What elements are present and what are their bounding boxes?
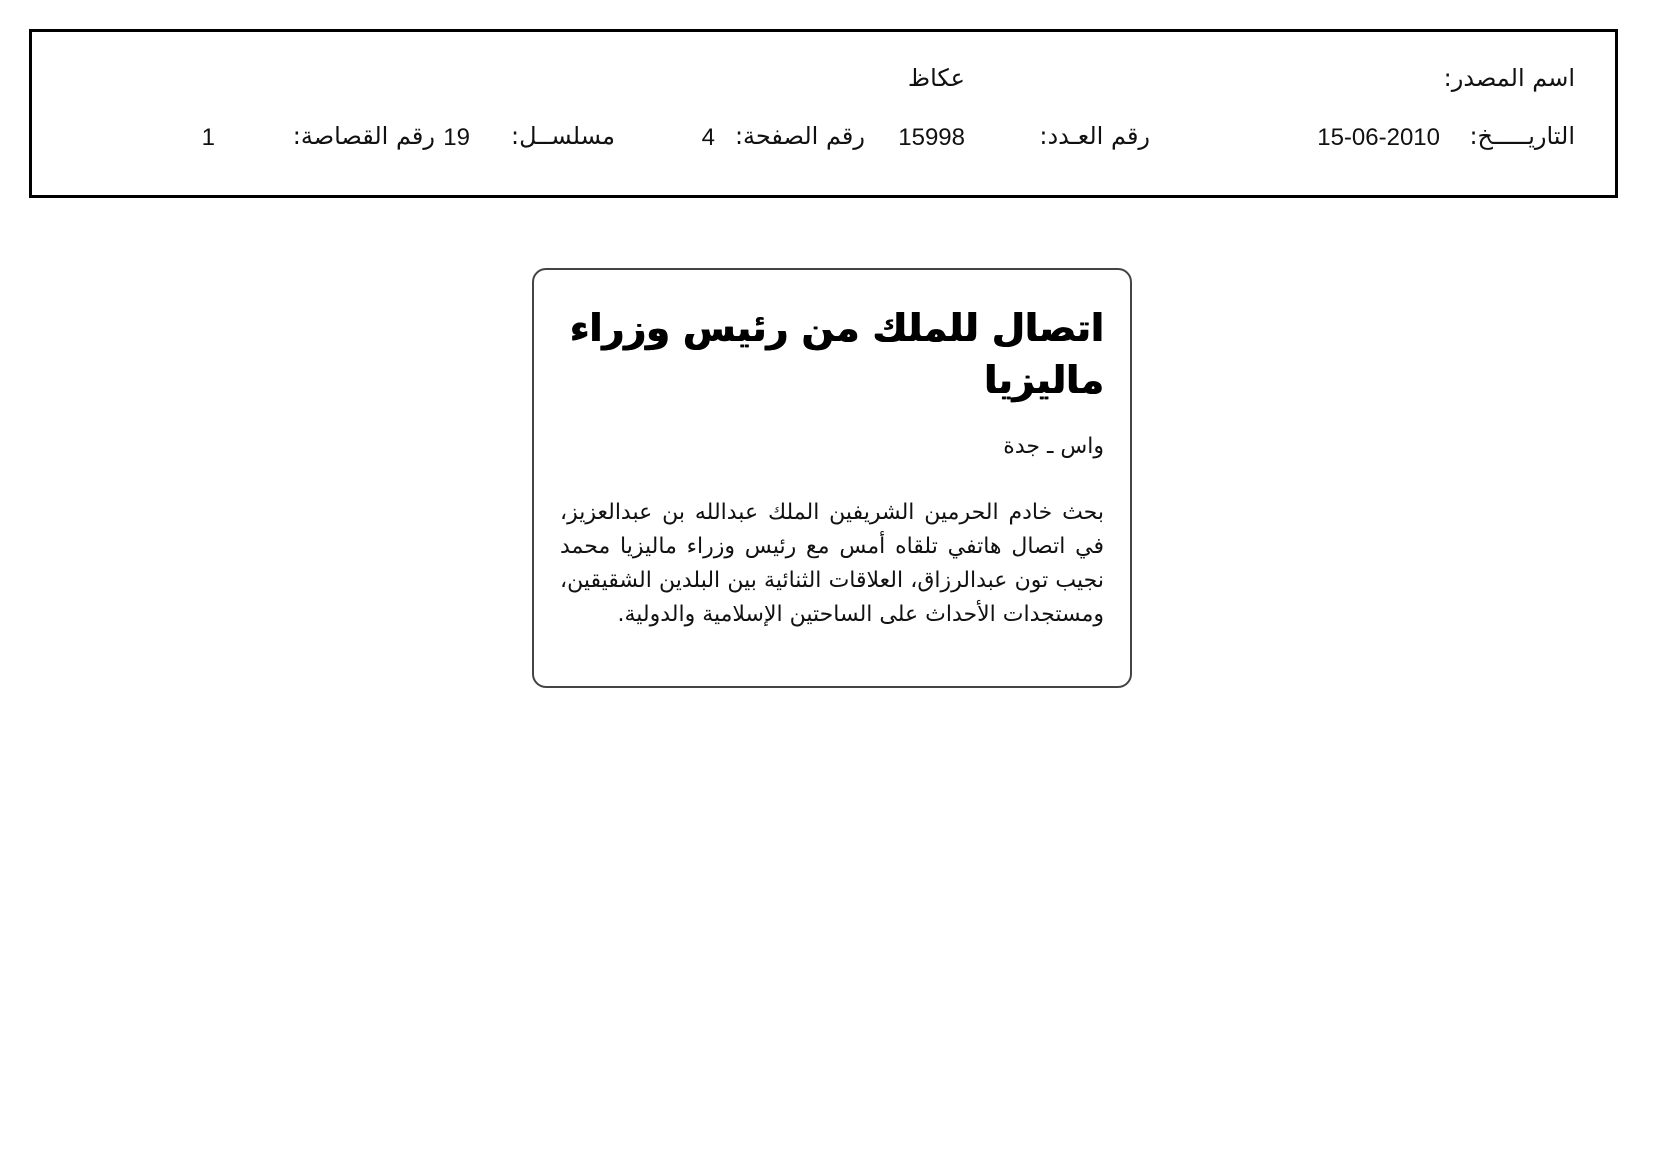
issue-number-value: 15998 [898,124,965,151]
date-label: التاريـــــخ: [1469,122,1575,150]
date-value: 15-06-2010 [1317,124,1440,151]
page-number-label: رقم الصفحة: [734,122,865,150]
clipping-number-label: رقم القصاصة: [292,122,435,150]
source-label: اسم المصدر: [1443,64,1575,92]
serial-label: مسلســل: [511,122,615,150]
article-dateline: واس ـ جدة [1003,434,1104,459]
article-headline: اتصال للملك من رئيس وزراء ماليزيا [570,306,1104,402]
page-number-value: 4 [701,124,715,151]
issue-number-label: رقم العـدد: [1039,122,1150,150]
article-body: بحث خادم الحرمين الشريفين الملك عبدالله بن عبدالعزيز، في اتصال هاتفي تلقاه أمس مع رئيس وزراء ماليزيا محمد نجيب تون عبدالرزاق، العلاقات الثنائية بين البلدين الشقيقين، ومستجدات الأحداث على الساحتين الإسلامية والدولية. [560,500,1104,627]
serial-value: 19 [443,124,470,151]
source-value: عكاظ [907,64,965,92]
metadata-header-box [29,29,1618,198]
newspaper-clipping [532,268,1132,688]
clipping-number-value: 1 [201,124,215,151]
